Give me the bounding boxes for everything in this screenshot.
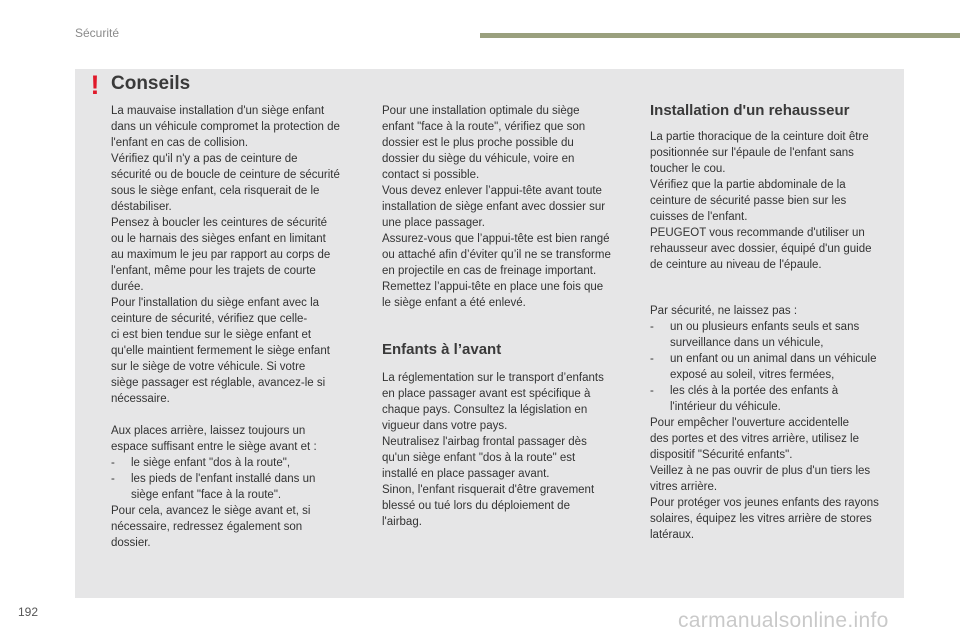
col1-paragraph-2-intro — [111, 423, 361, 455]
text-line: ceinture de sécurité passe bien sur les — [650, 195, 847, 207]
text-line: Neutralisez l'airbag frontal passager dès — [382, 436, 587, 448]
text-line: qu'un siège enfant "dos à la route" est — [382, 452, 576, 464]
col1-bullet-2 — [111, 471, 361, 503]
text-line: espace suffisant entre le siège avant et : — [111, 441, 317, 453]
text-line: La mauvaise installation d'un siège enfant — [111, 105, 325, 117]
text-line: nécessaire. — [111, 393, 170, 405]
text-line: dossier. — [111, 537, 151, 549]
text-line: Pour protéger vos jeunes enfants des rayons — [650, 497, 879, 509]
text-line: surveillance dans un véhicule, — [670, 337, 824, 349]
text-line: en place passager avant est spécifique à — [382, 388, 591, 400]
text-line: Pour cela, avancez le siège avant et, si — [111, 505, 311, 517]
col2-paragraph-2 — [382, 370, 632, 530]
text-line: - les pieds de l'enfant installé dans un — [131, 473, 316, 485]
page-number: 192 — [18, 605, 39, 619]
text-line: Pensez à boucler les ceintures de sécurité — [111, 217, 328, 229]
text-line: positionnée sur l'épaule de l'enfant sans — [650, 147, 854, 159]
text-line: rehausseur avec dossier, équipé d'un guide — [650, 243, 872, 255]
text-line: l'airbag. — [382, 516, 422, 528]
col3-paragraph-1 — [650, 129, 902, 273]
text-line: Vérifiez que la partie abdominale de la — [650, 179, 846, 191]
header-bar — [480, 33, 960, 38]
text-line: Pour l'installation du siège enfant avec la — [111, 297, 320, 309]
text-line: - les clés à la portée des enfants à — [670, 385, 839, 397]
col3-paragraph-2-end — [650, 415, 902, 543]
text-line: une place passager. — [382, 217, 485, 229]
text-line: - le siège enfant "dos à la route", — [131, 457, 291, 469]
text-line: cuisses de l'enfant. — [650, 211, 748, 223]
text-line: qu'elle maintient fermement le siège enfant — [111, 345, 330, 357]
text-line: sécurité ou de boucle de ceinture de sécurité — [111, 169, 340, 181]
text-line: des portes et des vitres arrière, utilisez le — [650, 433, 860, 445]
text-line: sous le siège enfant, cela risquerait de le — [111, 185, 320, 197]
text-line: siège passager est réglable, avancez-le si — [111, 377, 326, 389]
col3-bullet-1 — [650, 319, 902, 351]
text-line: l'enfant, même pour les trajets de courte — [111, 265, 316, 277]
text-line: installation de siège enfant avec dossier sur — [382, 201, 606, 213]
text-line: Vérifiez qu'il n'y a pas de ceinture de — [111, 153, 298, 165]
text-line: Aux places arrière, laissez toujours un — [111, 425, 306, 437]
col3-bullet-3 — [650, 383, 902, 415]
text-line: Sinon, l'enfant risquerait d'être gravement — [382, 484, 595, 496]
text-line: Assurez-vous que l’appui-tête est bien rangé — [382, 233, 610, 245]
text-line: l'enfant en cas de collision. — [111, 137, 249, 149]
text-line: siège enfant "face à la route". — [131, 489, 282, 501]
text-line: exposé au soleil, vitres fermées, — [670, 369, 835, 381]
text-line: au maximum le jeu par rapport au corps de — [111, 249, 331, 261]
column-3 — [650, 103, 902, 543]
text-line: ou le harnais des sièges enfant en limitant — [111, 233, 326, 245]
text-line: enfant "face à la route", vérifiez que son — [382, 121, 586, 133]
column-2 — [382, 103, 632, 530]
text-line: latéraux. — [650, 529, 695, 541]
text-line: déstabiliser. — [111, 201, 172, 213]
text-line: l'intérieur du véhicule. — [670, 401, 781, 413]
column-1 — [111, 103, 361, 551]
col2-paragraph-1 — [382, 103, 632, 311]
text-line: dispositif "Sécurité enfants". — [650, 449, 793, 461]
text-line: contact si possible. — [382, 169, 480, 181]
text-line: ou attaché afin d’éviter qu’il ne se transforme — [382, 249, 611, 261]
text-line: La partie thoracique de la ceinture doit être — [650, 131, 869, 143]
text-line: sur le siège de votre véhicule. Si votre — [111, 361, 306, 373]
heading-rehausseur: Installation d'un rehausseur — [650, 102, 850, 119]
text-line: - un ou plusieurs enfants seuls et sans — [670, 321, 860, 333]
text-line: dossier est le plus proche possible du — [382, 137, 574, 149]
text-line: La réglementation sur le transport d’enfants — [382, 372, 604, 384]
text-line: Par sécurité, ne laissez pas : — [650, 305, 798, 317]
text-line: durée. — [111, 281, 144, 293]
section-label: Sécurité — [75, 26, 120, 40]
text-line: ceinture de sécurité, vérifiez que celle- — [111, 313, 308, 325]
text-line: - un enfant ou un animal dans un véhicule — [670, 353, 877, 365]
watermark: carmanualsonline.info — [678, 609, 889, 632]
text-line: PEUGEOT vous recommande d'utiliser un — [650, 227, 865, 239]
text-line: Pour une installation optimale du siège — [382, 105, 580, 117]
text-line: solaires, équipez les vitres arrière de stores — [650, 513, 872, 525]
col1-paragraph-1 — [111, 103, 361, 407]
text-line: dans un véhicule compromet la protection de — [111, 121, 340, 133]
text-line: toucher le cou. — [650, 163, 726, 175]
exclamation-warning-icon: ! — [90, 70, 100, 100]
text-line: en projectile en cas de freinage important. — [382, 265, 597, 277]
panel-title: Conseils — [111, 73, 191, 94]
text-line: blessé ou tué lors du déploiement de — [382, 500, 570, 512]
text-line: Vous devez enlever l’appui-tête avant toute — [382, 185, 602, 197]
text-line: installé en place passager avant. — [382, 468, 550, 480]
text-line: vitres arrière. — [650, 481, 718, 493]
text-line: dossier du siège du véhicule, voire en — [382, 153, 575, 165]
col1-bullet-1 — [111, 455, 361, 471]
text-line: chaque pays. Consultez la législation en — [382, 404, 588, 416]
heading-enfants-avant: Enfants à l’avant — [382, 341, 502, 358]
text-line: de ceinture au niveau de l'épaule. — [650, 259, 822, 271]
text-line: Pour empêcher l'ouverture accidentelle — [650, 417, 850, 429]
text-line: le siège enfant a été enlevé. — [382, 297, 526, 309]
text-line: Remettez l’appui-tête en place une fois que — [382, 281, 604, 293]
col1-paragraph-2-end — [111, 503, 361, 551]
text-line: ci est bien tendue sur le siège enfant et — [111, 329, 312, 341]
text-line: vigueur dans votre pays. — [382, 420, 508, 432]
text-line: nécessaire, redressez également son — [111, 521, 303, 533]
col3-paragraph-2-intro — [650, 303, 902, 319]
col3-bullet-2 — [650, 351, 902, 383]
text-line: Veillez à ne pas ouvrir de plus d'un tiers les — [650, 465, 871, 477]
